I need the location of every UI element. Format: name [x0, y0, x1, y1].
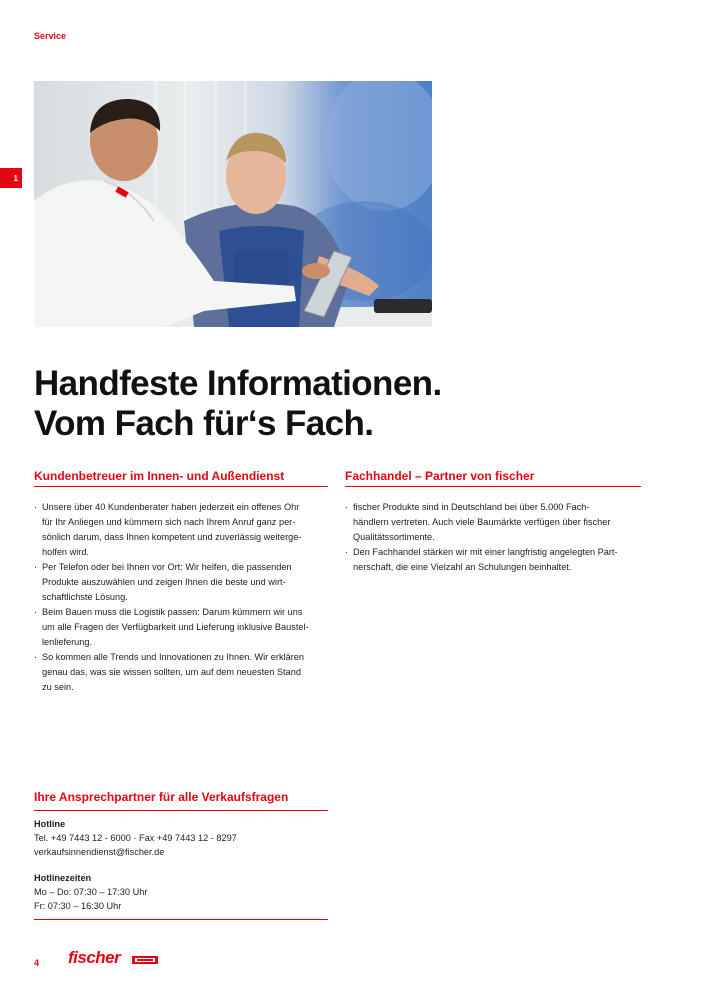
page-number: 4 — [34, 958, 40, 968]
bullet-line: Qualitätssortimente. — [353, 532, 435, 542]
bullet-line: sönlich darum, dass Ihnen kompetent und zuverlässig weiterge- — [42, 532, 302, 542]
bullet-line: · Den Fachhandel stärken wir mit einer langfristig angelegten Part- — [353, 547, 618, 557]
wall-plug-logo-icon — [132, 955, 158, 965]
contact-title: Ihre Ansprechpartner für alle Verkaufsfragen — [34, 790, 289, 804]
bullet-line: nerschaft, die eine Vielzahl an Schulungen beinhaltet. — [353, 562, 572, 572]
list-item — [34, 650, 334, 695]
chapter-tab: 1 — [0, 168, 22, 188]
hotline-label: Hotline — [34, 819, 66, 829]
right-column-rule — [345, 486, 641, 487]
bullet-line: lenlieferung. — [42, 637, 93, 647]
hours-weekdays: Mo – Do: 07:30 – 17:30 Uhr — [34, 887, 148, 897]
list-item — [345, 545, 650, 575]
headline-line-1: Handfeste Informationen. — [34, 364, 442, 403]
hours-friday: Fr: 07:30 – 16:30 Uhr — [34, 901, 122, 911]
headline-line-2: Vom Fach für‘s Fach. — [34, 404, 374, 443]
left-column-rule — [34, 486, 328, 487]
right-bullet-list — [345, 500, 650, 575]
list-item — [34, 605, 334, 650]
hours-block — [34, 871, 147, 913]
bullet-line: händlern vertreten. Auch viele Baumärkte verfügen über fischer — [353, 517, 611, 527]
left-column-title: Kundenbetreuer im Innen- und Außendienst — [34, 469, 285, 483]
bullet-line: · fischer Produkte sind in Deutschland bei über 5.000 Fach- — [353, 502, 590, 512]
bullet-line: um alle Fragen der Verfügbarkeit und Lieferung inklusive Baustel- — [42, 622, 309, 632]
bullet-line: Produkte auszuwählen und zeigen Ihnen die beste und wirt- — [42, 577, 286, 587]
bullet-line: schaftlichste Lösung. — [42, 592, 128, 602]
bullet-line: · So kommen alle Trends und Innovationen zu Ihnen. Wir erklären — [42, 652, 304, 662]
list-item — [34, 500, 334, 560]
photo-illustration — [34, 81, 432, 327]
left-bullet-list — [34, 500, 334, 695]
bullet-line: · Unsere über 40 Kundenberater haben jederzeit ein offenes Ohr — [42, 502, 300, 512]
bullet-line: holfen wird. — [42, 547, 89, 557]
contact-bottom-rule — [34, 919, 328, 920]
bullet-line: · Per Telefon oder bei Ihnen vor Ort: Wir helfen, die passenden — [42, 562, 292, 572]
logo-wordmark: fischer — [68, 948, 121, 967]
page-headline — [34, 364, 674, 444]
email-link[interactable]: verkaufsinnendienst@fischer.de — [34, 847, 165, 857]
list-item — [34, 560, 334, 605]
hero-photo — [34, 81, 432, 327]
bullet-line: · Beim Bauen muss die Logistik passen: Darum kümmern wir uns — [42, 607, 303, 617]
bullet-line: zu sein. — [42, 682, 74, 692]
list-item — [345, 500, 650, 545]
fischer-logo — [68, 950, 158, 970]
right-column-title: Fachhandel – Partner von fischer — [345, 469, 535, 483]
bullet-line: für Ihr Anliegen und kümmern sich nach Ihrem Anruf ganz per- — [42, 517, 296, 527]
hours-label: Hotlinezeiten — [34, 873, 92, 883]
hotline-block — [34, 817, 237, 859]
phone-fax-line: Tel. +49 7443 12 - 6000 · Fax +49 7443 12 - 8297 — [34, 833, 237, 843]
bullet-line: genau das, was sie wissen sollten, um auf dem neuesten Stand — [42, 667, 301, 677]
contact-top-rule — [34, 810, 328, 811]
section-label: Service — [34, 31, 67, 41]
